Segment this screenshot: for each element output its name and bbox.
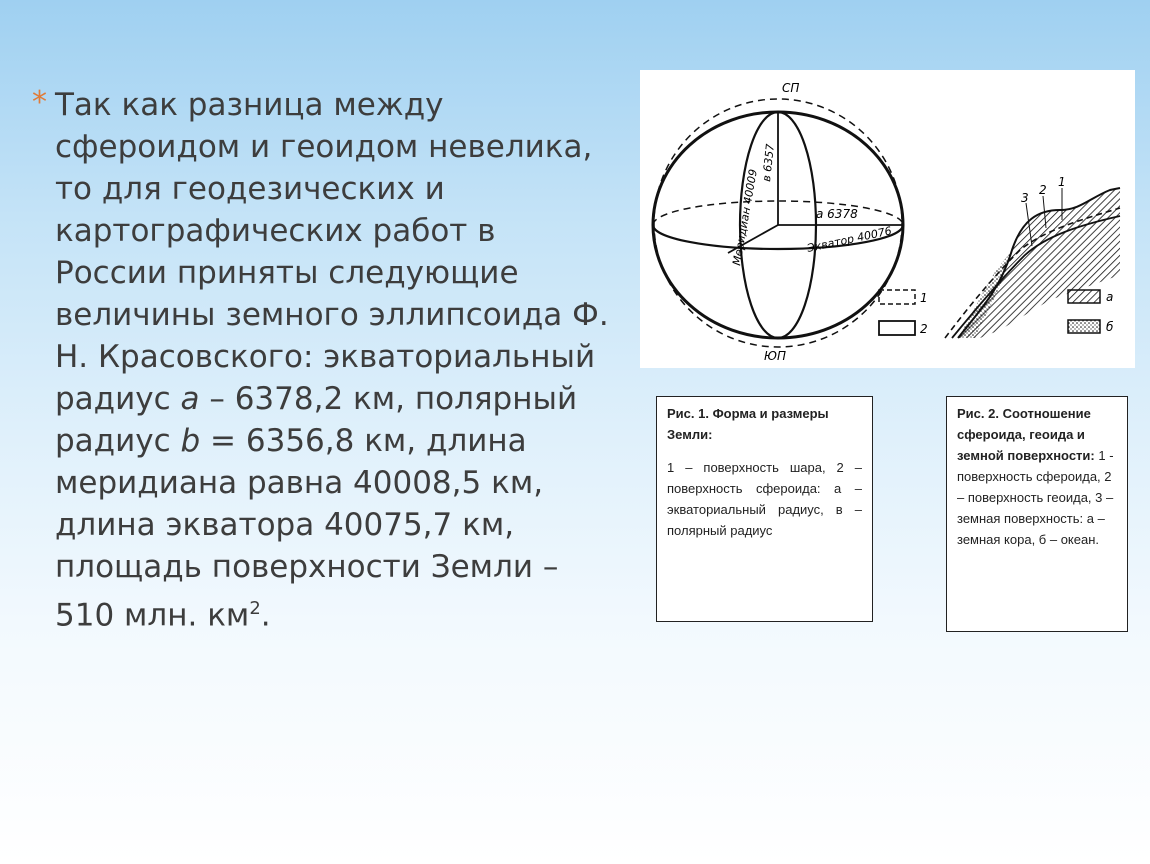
polar-radius-label: в 6357: [760, 143, 777, 183]
caption2-title: Рис. 2. Соотношение сфероида, геоида и земной поверхности:: [957, 406, 1095, 463]
meridian-label: Меридиан 40009: [730, 168, 760, 267]
south-pole-label: ЮП: [764, 349, 786, 363]
text-part-1: Так как разница между сфероидом и геоидом невелика, то для геодезических и картографических работ в России приняты следующие величины земного эллипсоида Ф. Н. Красовского: экваториальный радиус: [55, 87, 609, 417]
text-part-4: .: [260, 597, 271, 634]
symbol-b: b: [180, 423, 201, 459]
cross-section-figure: [945, 175, 1120, 338]
legend-solid-swatch: [879, 321, 915, 335]
caption1-body: 1 – поверхность шара, 2 – поверхность сфероида: а – экваториальный радиус, в – полярный радиус: [667, 460, 862, 538]
equator-label: Экватор 40076: [805, 224, 893, 255]
paragraph-body: [32, 84, 612, 636]
eq-radius-label: а 6378: [816, 207, 858, 221]
legend-dashed-swatch: [879, 290, 915, 304]
curve-label-3: 3: [1021, 191, 1029, 205]
legend-b-label: б: [1106, 320, 1114, 334]
curve-label-2: 2: [1039, 183, 1047, 197]
legend1-num: 1: [920, 291, 928, 305]
caption-figure-2: [946, 396, 1128, 632]
superscript-2: 2: [249, 598, 261, 619]
legend2-num: 2: [920, 322, 928, 336]
sphere-figure: [653, 81, 903, 363]
symbol-a: a: [180, 381, 200, 417]
bullet-icon: *: [32, 85, 47, 120]
caption1-title: Рис. 1. Форма и размеры Земли:: [667, 406, 829, 442]
legend-ocean-swatch: [1068, 320, 1100, 333]
north-pole-label: СП: [782, 81, 800, 95]
text-part-2: – 6378,2 км, полярный радиус: [55, 381, 578, 459]
caption-figure-1: [656, 396, 873, 622]
text-part-3: = 6356,8 км, длина меридиана равна 40008,5 км, длина экватора 40075,7 км, площадь поверхности Земли – 510 млн. км: [55, 423, 559, 634]
legend-crust-swatch: [1068, 290, 1100, 303]
curve-label-1: 1: [1058, 175, 1066, 189]
legend-fig1: [879, 290, 928, 336]
main-paragraph: [32, 84, 612, 636]
legend-a-label: а: [1106, 290, 1114, 304]
figure-svg: [640, 70, 1135, 368]
figure-image: [640, 70, 1135, 368]
caption2-body: 1 - поверхность сфероида, 2 – поверхность геоида, 3 – земная поверхность: а – земная кора, б – океан.: [957, 448, 1114, 547]
